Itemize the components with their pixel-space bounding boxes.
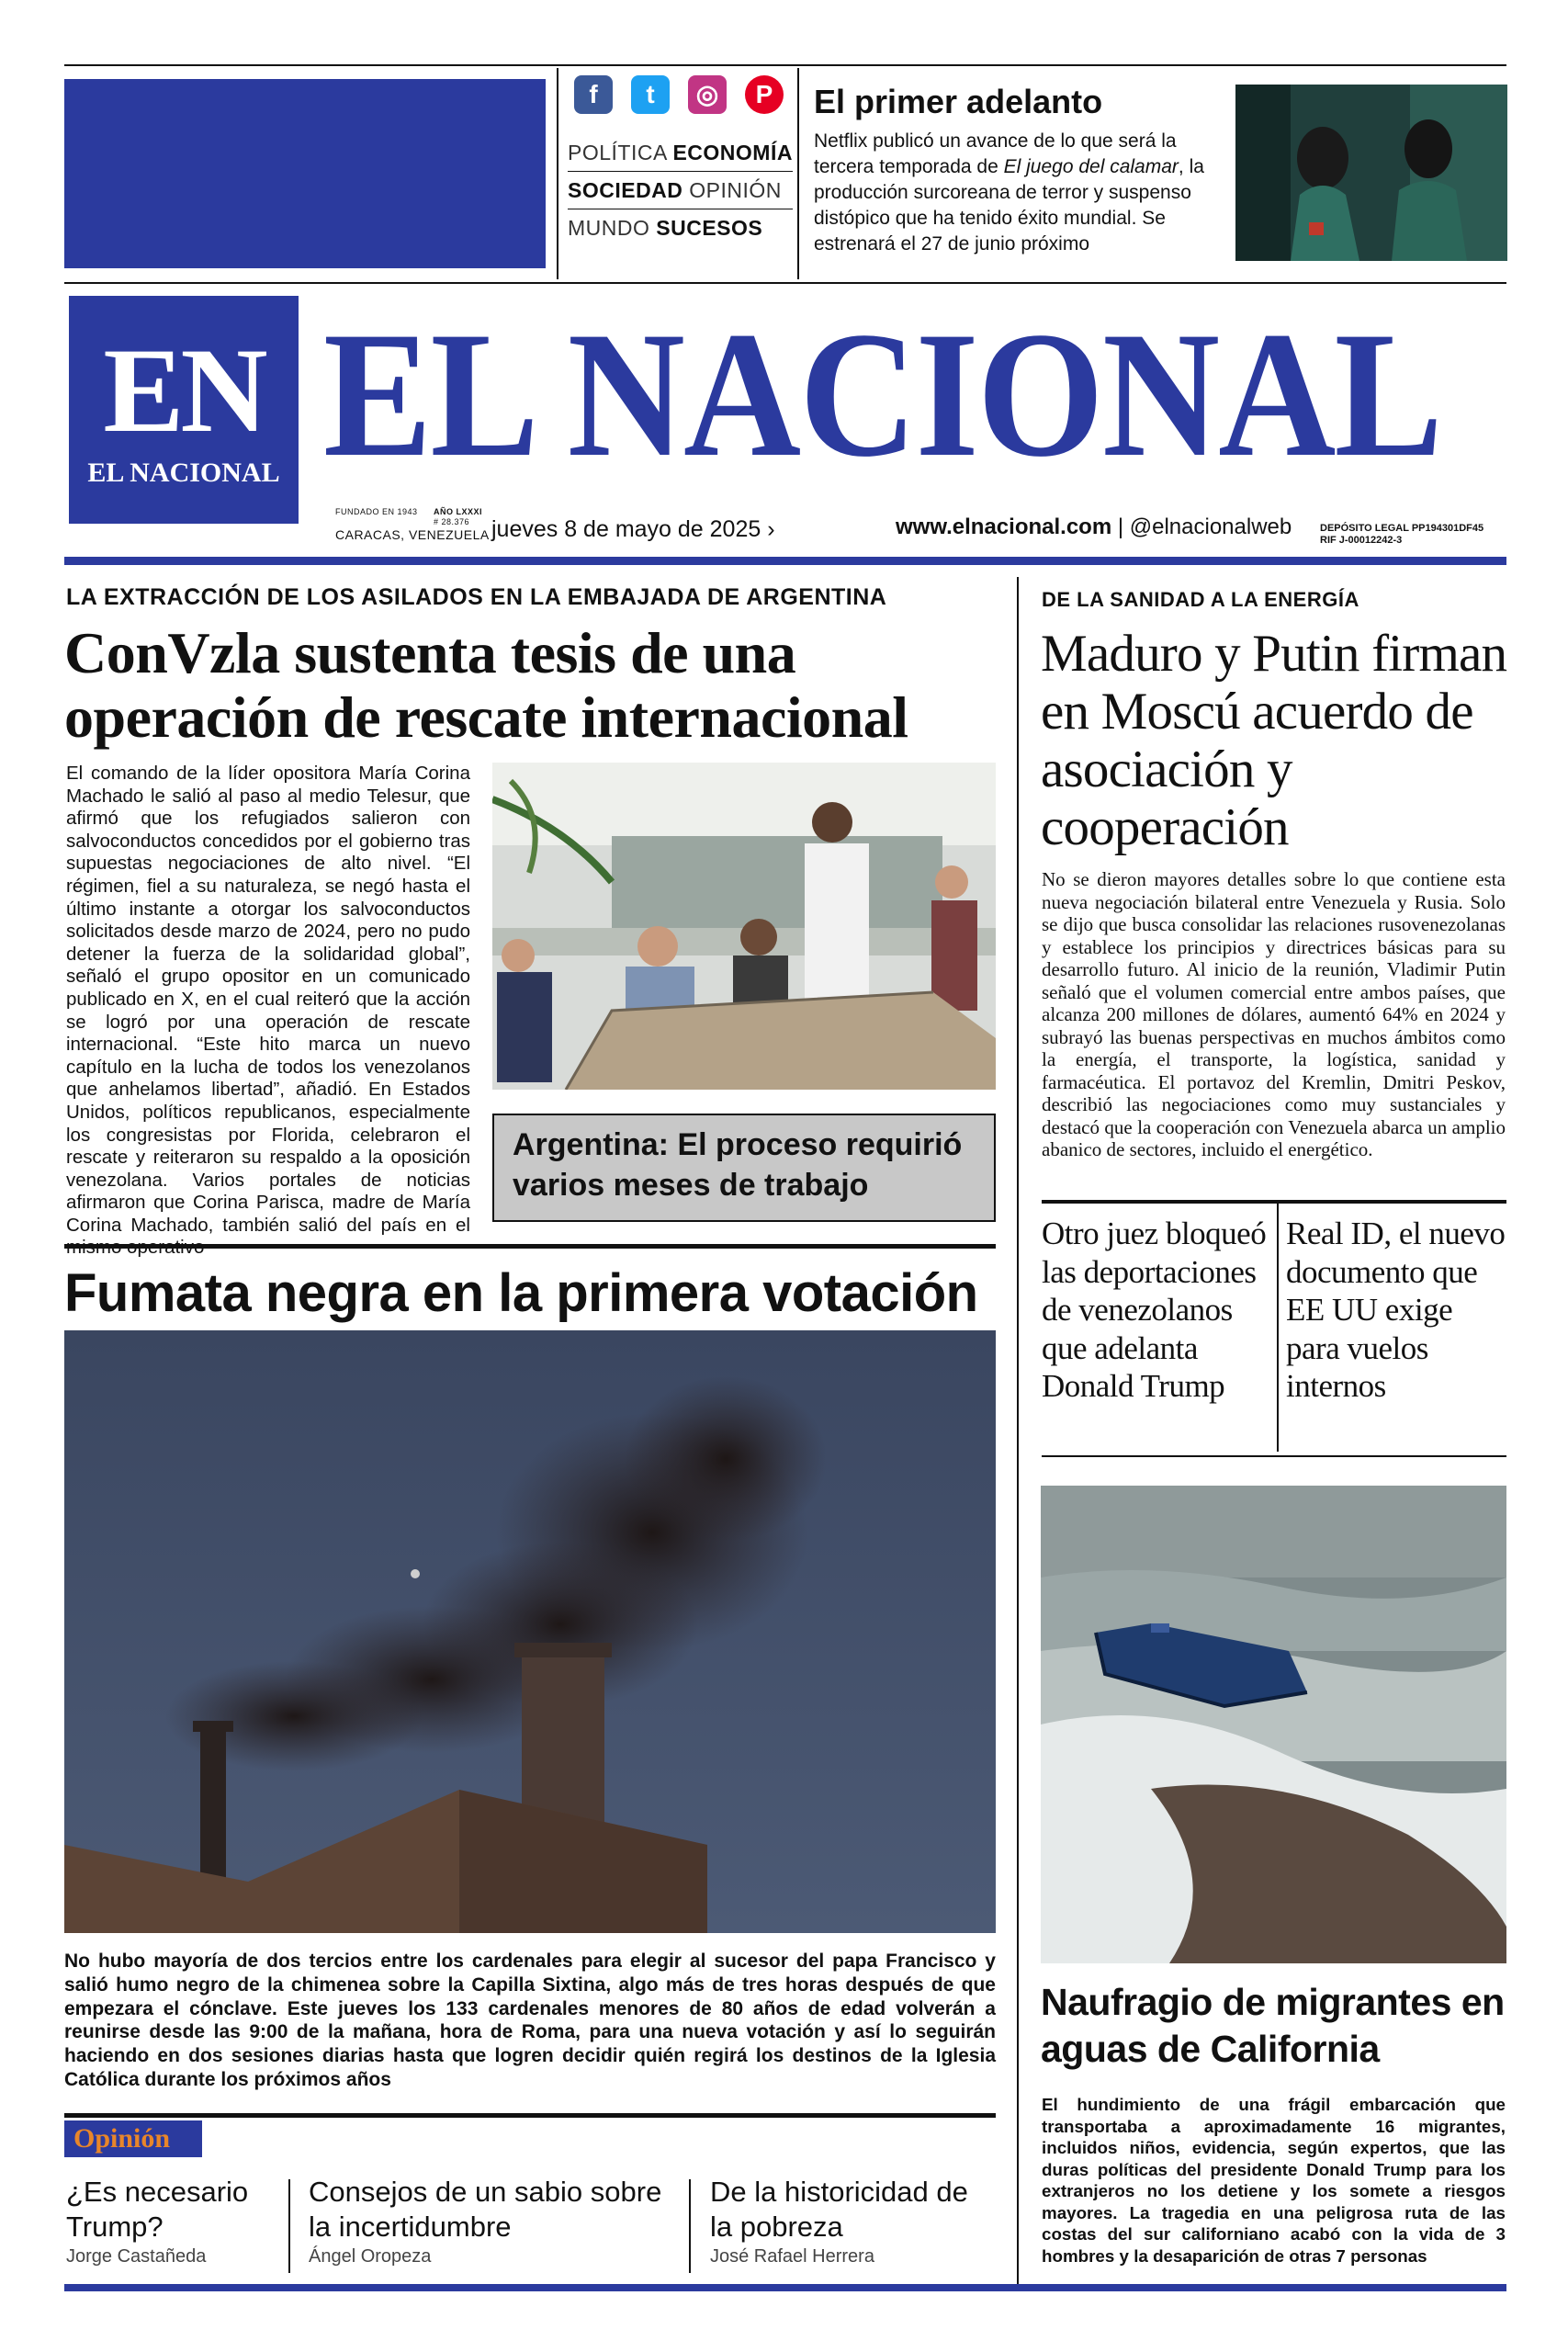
issue-date[interactable]: jueves 8 de mayo de 2025 › xyxy=(491,516,775,542)
ad-placeholder[interactable] xyxy=(64,79,546,268)
shipwreck-photo[interactable] xyxy=(1041,1486,1506,1963)
instagram-icon[interactable]: ◎ xyxy=(688,75,727,114)
top-divider-2 xyxy=(797,68,799,279)
vatican-headline[interactable]: Fumata negra en la primera votación xyxy=(64,1263,978,1323)
teaser-title[interactable]: El primer adelanto xyxy=(814,83,1103,120)
legal-info xyxy=(1320,523,1483,547)
website-link[interactable]: www.elnacional.com xyxy=(896,514,1112,539)
opinion-divider-2 xyxy=(689,2179,691,2273)
brief-2[interactable]: Real ID, el nuevo documento que EE UU exige para vuelos internos xyxy=(1286,1216,1506,1404)
black-smoke-photo[interactable] xyxy=(64,1330,996,1933)
opinion-divider-1 xyxy=(288,2179,290,2273)
section-nav xyxy=(568,134,793,246)
asylum-photo-art xyxy=(492,763,996,1090)
facebook-icon[interactable]: f xyxy=(574,75,613,114)
asylum-photo[interactable] xyxy=(492,763,996,1090)
masthead-title[interactable]: EL NACIONAL xyxy=(323,295,1442,494)
squid-game-photo-art xyxy=(1235,85,1507,261)
legal-rif: RIF J-00012242-3 xyxy=(1320,535,1403,546)
top-rule xyxy=(64,64,1506,66)
founded: FUNDADO EN 1943 xyxy=(335,507,418,516)
twitter-icon[interactable]: t xyxy=(631,75,670,114)
opinion-item-1[interactable] xyxy=(66,2175,277,2267)
social-icons xyxy=(574,75,784,114)
section-row-3[interactable]: MUNDO SUCESOS xyxy=(568,216,763,240)
teaser-text: Netflix publicó un avance de lo que será la tercera temporada de El juego del calamar, la producción surcoreana de terror y suspenso distópico que ha tenido éxito mundial. Se estrenará el 27 de junio próximo xyxy=(814,130,1204,254)
opinion-label-box xyxy=(64,2120,202,2157)
briefs-top-rule xyxy=(1042,1200,1506,1204)
logo[interactable] xyxy=(69,296,299,524)
legal-deposit: DEPÓSITO LEGAL PP194301DF45 xyxy=(1320,523,1484,534)
footer-blue-rule xyxy=(64,2284,1506,2291)
migrants-headline[interactable]: Naufragio de migrantes en aguas de California xyxy=(1041,1981,1505,2070)
lead-kicker: LA EXTRACCIÓN DE LOS ASILADOS EN LA EMBAJADA DE ARGENTINA xyxy=(66,584,887,610)
black-smoke-photo-art xyxy=(64,1330,996,1933)
opinion-item-3[interactable] xyxy=(710,2175,986,2267)
migrants-body: El hundimiento de una frágil embarcación que transportaba a aproximadamente 16 migrantes, incluidos niños, evidencia, según expertos, que las duras políticas del presidente Donald Trump para los extranjeros no los detiene y los somete a riesgos mayores. La tragedia en una peligrosa ruta de las costas del sur californiano acabó con la vida de 3 hombres y la desaparición de otras 7 personas xyxy=(1042,2095,1506,2266)
opinion-author-3: José Rafael Herrera xyxy=(710,2246,874,2267)
year: AÑO LXXXI xyxy=(434,507,483,516)
briefs-divider xyxy=(1277,1204,1279,1452)
issue: # 28.376 xyxy=(434,517,470,526)
right-body: No se dieron mayores detalles sobre lo que contiene esta nueva negociación bilateral entre Venezuela y Rusia. Solo se dijo que busca consolidar las relaciones rusovenezolanas y establece los principios y directrices básicas para su desarrollo futuro. Al inicio de la reunión, Vladimir Putin señaló que el volumen comercial entre ambos países, que alcanza 200 millones de dólares, aumentó 64% en 2024 y subrayó las buenas perspectivas en muchos ámbitos como la energía, el transporte, la logística, sanidad y farmacéutica. El portavoz del Kremlin, Dmitri Peskov, describió las negociaciones como muy sustanciales y destacó que la cooperación con Venezuela abarca un amplio abanico de sectores, incluido el energético. xyxy=(1042,868,1506,1160)
section-row-1[interactable]: POLÍTICA ECONOMÍA xyxy=(568,134,793,172)
section-row-2[interactable]: SOCIEDAD OPINIÓN xyxy=(568,172,793,209)
social-handle[interactable]: | @elnacionalweb xyxy=(1111,514,1292,539)
logo-initials: EN xyxy=(103,322,265,458)
lead-sidebar-title: Argentina: El proceso requirió varios meses de trabajo xyxy=(513,1127,963,1203)
column-divider xyxy=(1017,577,1019,2291)
right-headline[interactable]: Maduro y Putin firman en Moscú acuerdo de asociación y cooperación xyxy=(1041,625,1507,856)
right-kicker: DE LA SANIDAD A LA ENERGÍA xyxy=(1042,588,1359,611)
opinion-title-3: De la historicidad de la pobreza xyxy=(710,2176,968,2243)
vatican-caption: No hubo mayoría de dos tercios entre los cardenales para elegir al sucesor del papa Francisco y salió humo negro de la chimenea sobre la Capilla Sixtina, algo más de tres horas después de que empezara el cónclave. Este jueves los 133 cardenales menores de 80 años de edad volverán a reunirse desde las 9:00 de la mañana, hora de Roma, para una nueva votación y así lo seguirán haciendo en dos sesiones diarias hasta que logren decidir quién regirá los destinos de la Iglesia Católica durante los próximos años xyxy=(64,1951,996,2090)
city: CARACAS, VENEZUELA xyxy=(335,527,490,542)
opinion-author-2: Ángel Oropeza xyxy=(309,2246,432,2267)
top-divider-1 xyxy=(557,68,558,279)
brief-1[interactable]: Otro juez bloqueó las deportaciones de venezolanos que adelanta Donald Trump xyxy=(1042,1216,1267,1404)
opinion-title-1: ¿Es necesario Trump? xyxy=(66,2176,249,2243)
lead-body: El comando de la líder opositora María Corina Machado le salió al paso al medio Telesur, que afirmó que los refugiados salieron con salvoconductos concedidos por el gobierno tras supuestas negociaciones de alto nivel. “El régimen, fiel a su naturaleza, se negó hasta el último instante a otorgar los salvoconductos solicitados desde marzo de 2024, pero no pudo detener la fuerza de la solidaridad global”, señaló el grupo opositor en un comunicado publicado en X, en el cual reiteró que la acción se logró por una operación de rescate internacional. “Este hito marca un nuevo capítulo en la lucha de todos los venezolanos que anhelamos libertad”, añadió. En Estados Unidos, políticos republicanos, especialmente los congresistas por Florida, celebraron el rescate y reiteraron su respaldo a la oposición venezolana. Varios portales de noticias afirmaron que Corina Parisca, madre de María Corina Machado, también salió del país en el xyxy=(66,763,470,1236)
shipwreck-photo-art xyxy=(1041,1486,1506,1963)
logo-sub: EL NACIONAL xyxy=(87,458,280,488)
lead-headline[interactable]: ConVzla sustenta tesis de una operación de rescate internacional xyxy=(64,620,908,750)
pinterest-icon[interactable]: P xyxy=(745,75,784,114)
website-line xyxy=(896,514,1292,540)
lead-bottom-rule xyxy=(64,1244,996,1249)
opinion-top-rule xyxy=(64,2113,996,2118)
top-strip-bottom-rule xyxy=(64,282,1506,284)
opinion-item-2[interactable] xyxy=(309,2175,676,2267)
lead-sidebar-box[interactable] xyxy=(492,1114,996,1222)
briefs-bottom-rule xyxy=(1042,1455,1506,1457)
opinion-author-1: Jorge Castañeda xyxy=(66,2246,207,2267)
squid-game-photo[interactable] xyxy=(1235,85,1507,261)
opinion-label: Opinión xyxy=(73,2123,171,2154)
masthead-blue-rule xyxy=(64,557,1506,565)
opinion-title-2: Consejos de un sabio sobre la incertidumbre xyxy=(309,2176,662,2243)
